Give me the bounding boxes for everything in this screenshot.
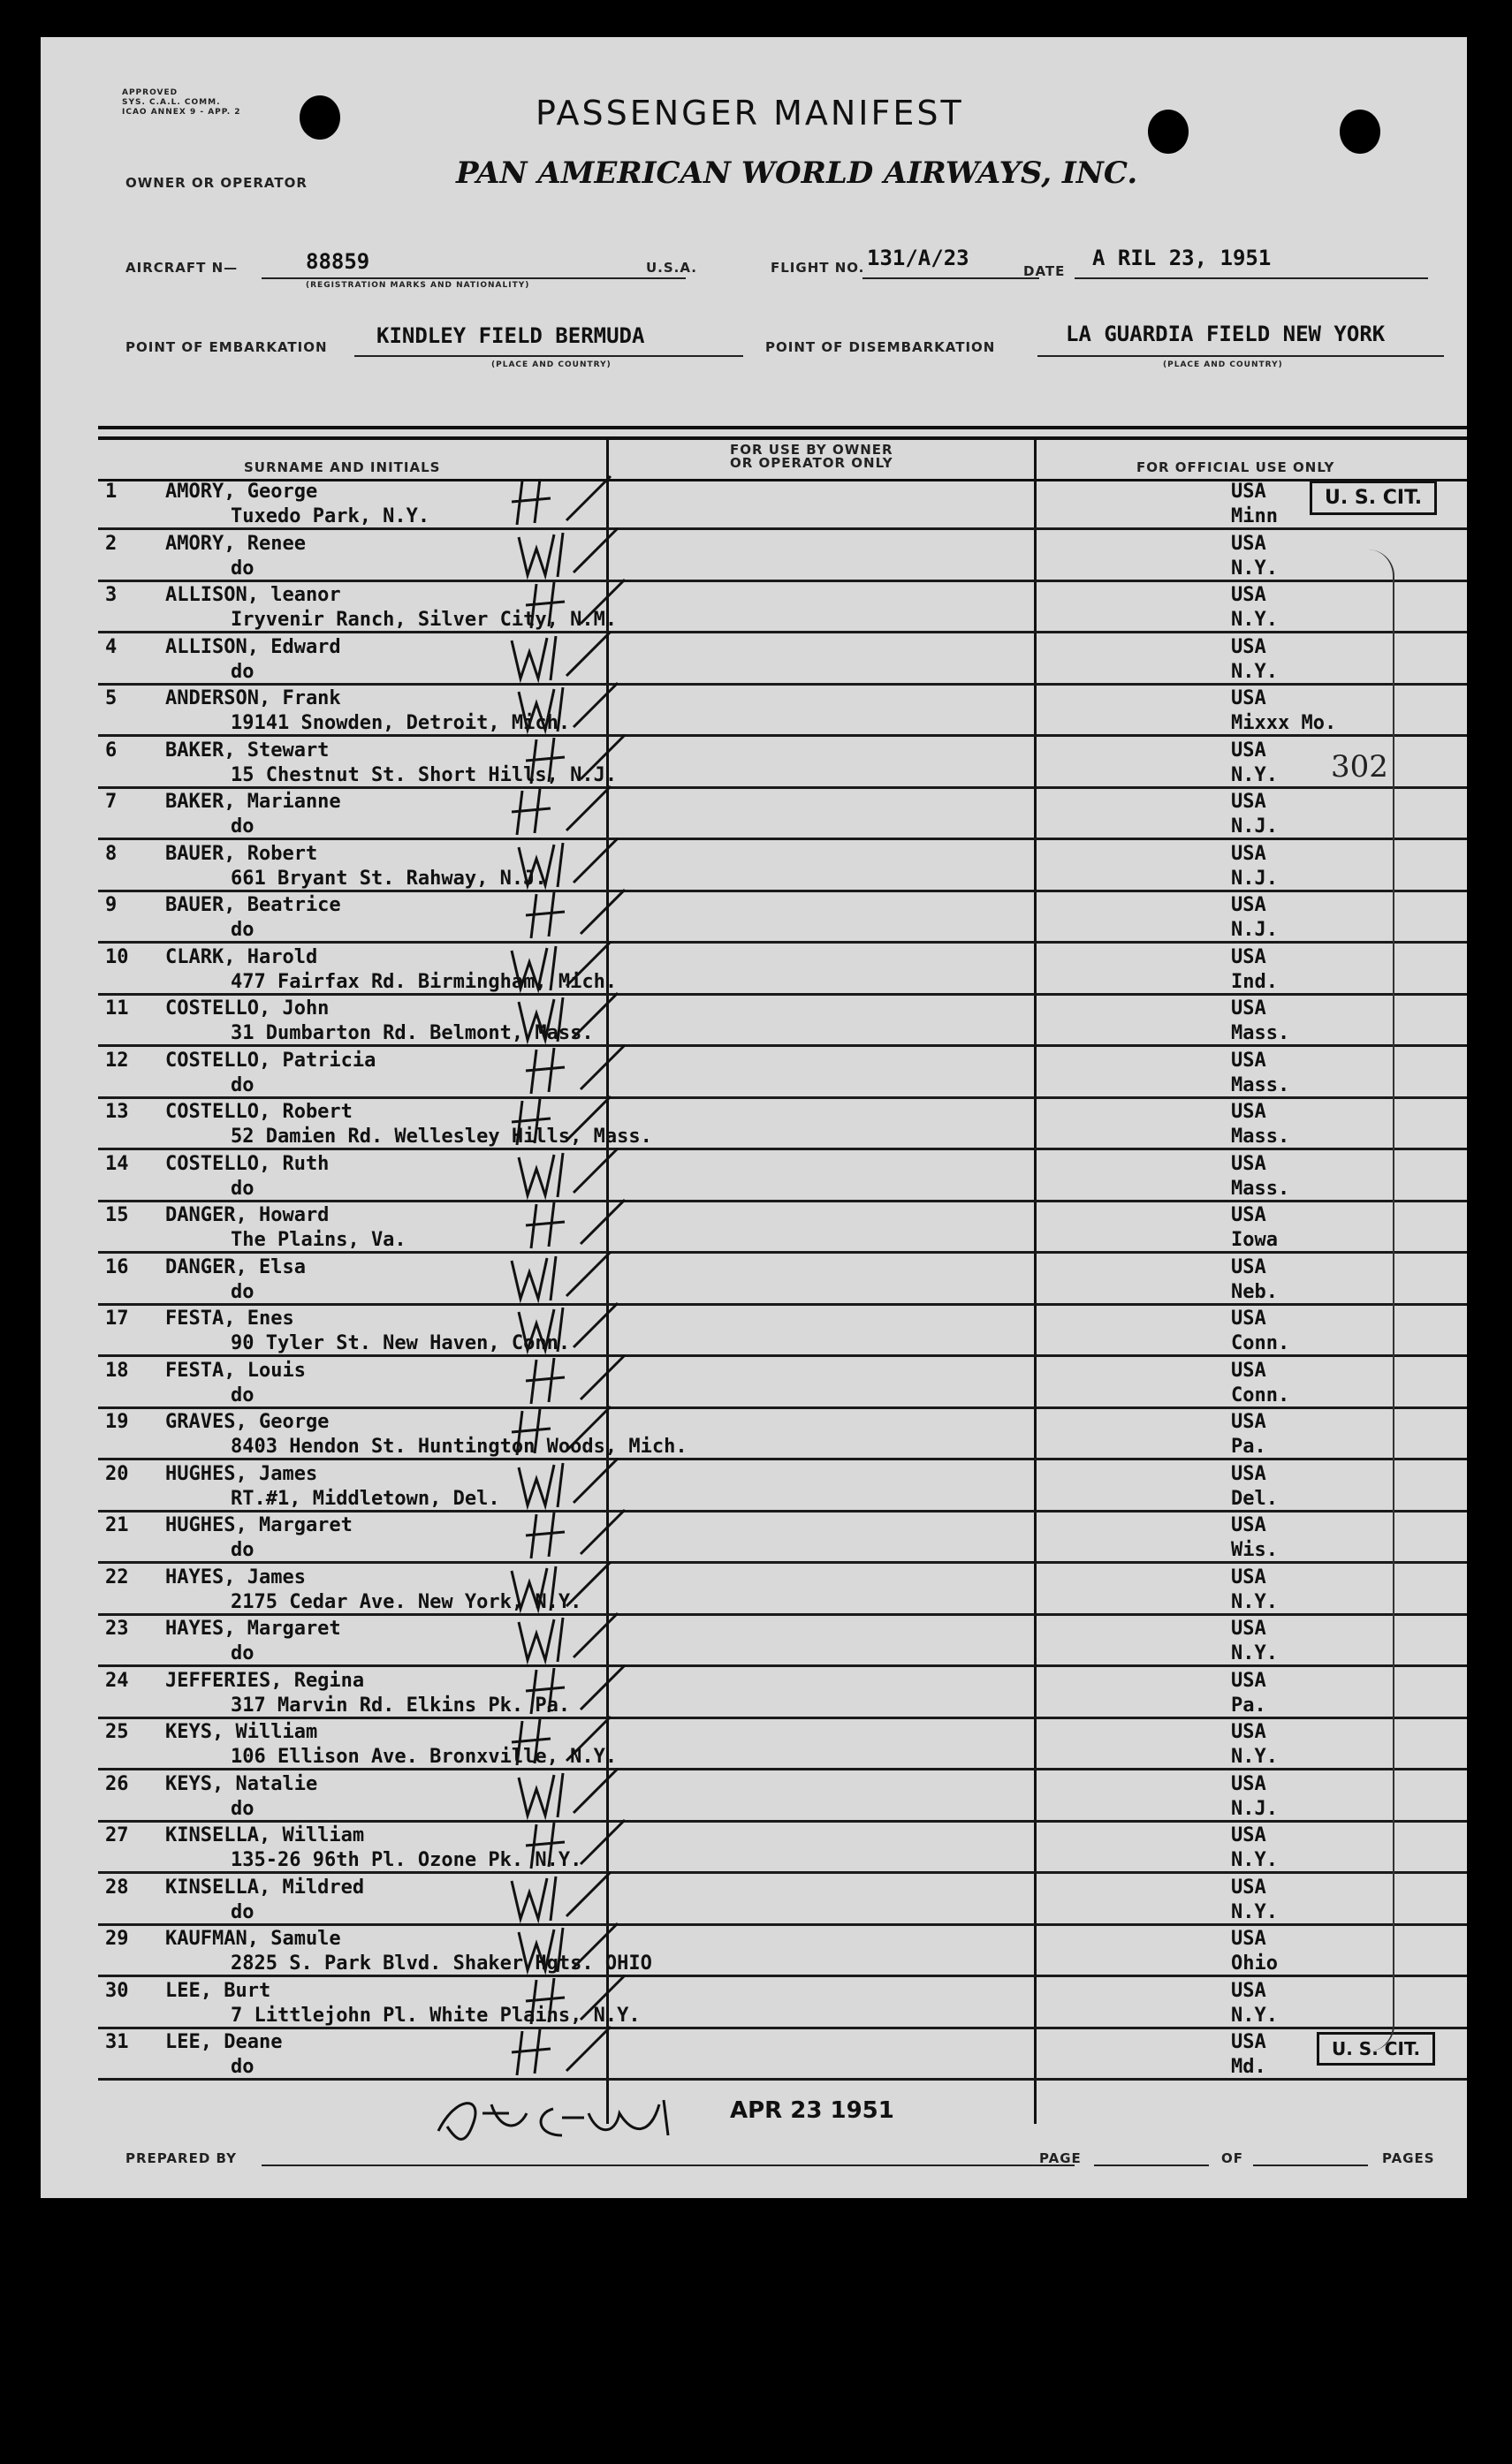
passenger-address: do xyxy=(231,1539,255,1561)
passenger-address: Tuxedo Park, N.Y. xyxy=(231,505,430,527)
row-number: 15 xyxy=(105,1204,129,1226)
bracket-mark xyxy=(1366,550,1394,2051)
residence-state: Mass. xyxy=(1231,1126,1290,1148)
passenger-name: KEYS, Natalie xyxy=(165,1772,318,1795)
signature xyxy=(429,2087,695,2149)
owner-label: OWNER OR OPERATOR xyxy=(125,175,308,191)
residence-state: N.J. xyxy=(1231,919,1278,941)
row-number: 4 xyxy=(105,635,118,658)
table-row xyxy=(98,1306,1467,1357)
passenger-address: 2175 Cedar Ave. New York, N.Y. xyxy=(231,1590,582,1613)
passenger-address: 106 Ellison Ave. Bronxville, N.Y. xyxy=(231,1746,618,1768)
row-number: 23 xyxy=(105,1618,129,1640)
row-number: 12 xyxy=(105,1049,129,1072)
row-number: 17 xyxy=(105,1308,129,1330)
citizenship: USA xyxy=(1231,1721,1266,1743)
table-row xyxy=(98,738,1467,789)
passenger-name: LEE, Burt xyxy=(165,1979,271,2002)
citizenship: USA xyxy=(1231,1101,1266,1123)
row-number: 31 xyxy=(105,2031,129,2053)
passenger-name: KINSELLA, William xyxy=(165,1824,365,1846)
passenger-address: do xyxy=(231,1073,255,1096)
table-row xyxy=(98,1151,1467,1202)
passenger-name: HAYES, James xyxy=(165,1566,306,1588)
passenger-name: ANDERSON, Frank xyxy=(165,687,341,709)
passenger-address: do xyxy=(231,815,255,838)
residence-state: N.J. xyxy=(1231,815,1278,838)
table-row xyxy=(98,686,1467,737)
passenger-address: do xyxy=(231,2056,255,2078)
citizenship: USA xyxy=(1231,532,1266,555)
row-number: 3 xyxy=(105,584,118,606)
aircraft-label: AIRCRAFT N— xyxy=(125,260,239,276)
passenger-name: BAUER, Beatrice xyxy=(165,894,341,916)
passenger-name: AMORY, Renee xyxy=(165,532,306,555)
table-row xyxy=(98,1461,1467,1513)
row-number: 25 xyxy=(105,1721,129,1743)
citizenship: USA xyxy=(1231,1514,1266,1536)
row-number: 18 xyxy=(105,1359,129,1382)
disembarkation-label: POINT OF DISEMBARKATION xyxy=(765,339,996,355)
date-value: A RIL 23, 1951 xyxy=(1092,246,1272,270)
col-owner-use: FOR USE BY OWNER OR OPERATOR ONLY xyxy=(730,442,893,471)
citizenship: USA xyxy=(1231,1462,1266,1485)
residence-state: N.J. xyxy=(1231,1797,1278,1820)
passenger-name: FESTA, Louis xyxy=(165,1359,306,1382)
table-row xyxy=(98,1719,1467,1770)
passenger-name: COSTELLO, John xyxy=(165,997,330,1020)
airline-name: PAN AMERICAN WORLD AIRWAYS, INC. xyxy=(456,155,1138,191)
row-number: 2 xyxy=(105,532,118,555)
residence-state: Mass. xyxy=(1231,1177,1290,1200)
row-number: 1 xyxy=(105,481,118,503)
table-row xyxy=(98,1823,1467,1874)
passenger-name: KEYS, William xyxy=(165,1721,318,1743)
passenger-address: 52 Damien Rd. Wellesley Hills, Mass. xyxy=(231,1126,652,1148)
passenger-name: HUGHES, James xyxy=(165,1462,318,1485)
row-number: 22 xyxy=(105,1566,129,1588)
row-number: 13 xyxy=(105,1101,129,1123)
punch-hole xyxy=(300,95,340,140)
passenger-address: The Plains, Va. xyxy=(231,1229,406,1251)
citizenship: USA xyxy=(1231,1824,1266,1846)
table-row xyxy=(98,1771,1467,1823)
citizenship: USA xyxy=(1231,687,1266,709)
passenger-name: DANGER, Elsa xyxy=(165,1255,306,1278)
residence-state: N.Y. xyxy=(1231,1900,1278,1923)
row-number: 27 xyxy=(105,1824,129,1846)
row-number: 30 xyxy=(105,1979,129,2002)
passenger-address: do xyxy=(231,660,255,683)
passenger-name: ALLISON, Edward xyxy=(165,635,341,658)
citizenship: USA xyxy=(1231,1928,1266,1950)
passenger-name: ALLISON, leanor xyxy=(165,584,341,606)
embarkation-sublabel: (PLACE AND COUNTRY) xyxy=(491,360,612,369)
citizenship: USA xyxy=(1231,1876,1266,1899)
residence-state: N.Y. xyxy=(1231,1746,1278,1768)
passenger-address: 317 Marvin Rd. Elkins Pk. Pa. xyxy=(231,1694,571,1717)
citizenship: USA xyxy=(1231,1669,1266,1692)
citizenship: USA xyxy=(1231,1308,1266,1330)
citizenship: USA xyxy=(1231,2031,1266,2053)
passenger-name: KAUFMAN, Samule xyxy=(165,1928,341,1950)
citizenship: USA xyxy=(1231,1411,1266,1433)
table-row xyxy=(98,944,1467,996)
table-row xyxy=(98,1616,1467,1667)
passenger-address: do xyxy=(231,557,255,580)
residence-state: Pa. xyxy=(1231,1436,1266,1458)
citizenship-stamp-bottom: U. S. CIT. xyxy=(1317,2032,1435,2066)
table-row xyxy=(98,1875,1467,1926)
row-number: 29 xyxy=(105,1928,129,1950)
residence-state: Neb. xyxy=(1231,1280,1278,1303)
citizenship: USA xyxy=(1231,584,1266,606)
disembarkation-sublabel: (PLACE AND COUNTRY) xyxy=(1163,360,1283,369)
residence-state: N.J. xyxy=(1231,867,1278,890)
residence-state: Mixxx Mo. xyxy=(1231,712,1337,734)
citizenship: USA xyxy=(1231,1049,1266,1072)
residence-state: Conn. xyxy=(1231,1332,1290,1354)
prepared-by-label: PREPARED BY xyxy=(125,2150,237,2166)
passenger-name: COSTELLO, Patricia xyxy=(165,1049,376,1072)
residence-state: Ind. xyxy=(1231,970,1278,993)
flight-value: 131/A/23 xyxy=(867,246,969,270)
citizenship: USA xyxy=(1231,1979,1266,2002)
table-row xyxy=(98,789,1467,840)
citizenship: USA xyxy=(1231,842,1266,865)
residence-state: Iowa xyxy=(1231,1229,1278,1251)
passenger-name: AMORY, George xyxy=(165,481,318,503)
row-number: 11 xyxy=(105,997,129,1020)
passenger-address: do xyxy=(231,1177,255,1200)
citizenship: USA xyxy=(1231,1255,1266,1278)
passenger-address: 31 Dumbarton Rd. Belmont, Mass. xyxy=(231,1022,594,1044)
table-row xyxy=(98,996,1467,1047)
row-number: 20 xyxy=(105,1462,129,1485)
table-row xyxy=(98,634,1467,686)
embarkation-label: POINT OF EMBARKATION xyxy=(125,339,328,355)
row-number: 9 xyxy=(105,894,118,916)
embarkation-value: KINDLEY FIELD BERMUDA xyxy=(376,323,645,348)
citizenship: USA xyxy=(1231,1772,1266,1795)
passenger-address: do xyxy=(231,919,255,941)
row-number: 26 xyxy=(105,1772,129,1795)
residence-state: Pa. xyxy=(1231,1694,1266,1717)
aircraft-value: 88859 xyxy=(306,249,370,274)
residence-state: N.Y. xyxy=(1231,1642,1278,1664)
residence-state: N.Y. xyxy=(1231,557,1278,580)
passenger-name: LEE, Deane xyxy=(165,2031,283,2053)
citizenship: USA xyxy=(1231,1566,1266,1588)
nationality: U.S.A. xyxy=(646,260,697,276)
citizenship: USA xyxy=(1231,1618,1266,1640)
residence-state: Md. xyxy=(1231,2056,1266,2078)
passenger-address: do xyxy=(231,1642,255,1664)
table-row xyxy=(98,2029,1467,2081)
passenger-address: 90 Tyler St. New Haven, Conn. xyxy=(231,1332,571,1354)
citizenship: USA xyxy=(1231,997,1266,1020)
passenger-address: Iryvenir Ranch, Silver City, N.M. xyxy=(231,609,618,631)
passenger-name: HUGHES, Margaret xyxy=(165,1514,353,1536)
residence-state: Minn xyxy=(1231,505,1278,527)
row-number: 19 xyxy=(105,1411,129,1433)
passenger-address: 8403 Hendon St. Huntington Woods, Mich. xyxy=(231,1436,688,1458)
passenger-address: do xyxy=(231,1384,255,1406)
citizenship: USA xyxy=(1231,1359,1266,1382)
passenger-name: JEFFERIES, Regina xyxy=(165,1669,365,1692)
punch-hole xyxy=(1148,110,1189,154)
citizenship: USA xyxy=(1231,1152,1266,1175)
passenger-address: RT.#1, Middletown, Del. xyxy=(231,1487,500,1510)
row-number: 21 xyxy=(105,1514,129,1536)
table-row xyxy=(98,1048,1467,1099)
passenger-address: do xyxy=(231,1900,255,1923)
row-number: 28 xyxy=(105,1876,129,1899)
approval-line: SYS. C.A.L. COMM. xyxy=(122,98,221,107)
residence-state: Ohio xyxy=(1231,1952,1278,1975)
passenger-name: COSTELLO, Ruth xyxy=(165,1152,330,1175)
passenger-name: BAKER, Stewart xyxy=(165,739,330,762)
residence-state: Mass. xyxy=(1231,1022,1290,1044)
table-row xyxy=(98,1358,1467,1409)
col-surname: SURNAME AND INITIALS xyxy=(244,459,441,475)
manifest-sheet xyxy=(41,37,1467,2198)
residence-state: N.Y. xyxy=(1231,763,1278,786)
row-number: 6 xyxy=(105,739,118,762)
passenger-name: FESTA, Enes xyxy=(165,1308,294,1330)
pages-label: PAGES xyxy=(1382,2150,1435,2166)
citizenship: USA xyxy=(1231,1204,1266,1226)
table-row xyxy=(98,1926,1467,1977)
row-number: 24 xyxy=(105,1669,129,1692)
residence-state: N.Y. xyxy=(1231,1849,1278,1871)
passenger-name: BAKER, Marianne xyxy=(165,791,341,813)
punch-hole xyxy=(1340,110,1380,154)
table-row xyxy=(98,1255,1467,1306)
row-number: 10 xyxy=(105,945,129,968)
passenger-address: do xyxy=(231,1797,255,1820)
residence-state: Del. xyxy=(1231,1487,1278,1510)
page-title: PASSENGER MANIFEST xyxy=(536,94,964,133)
approval-line: APPROVED xyxy=(122,88,179,97)
residence-state: Conn. xyxy=(1231,1384,1290,1406)
residence-state: Mass. xyxy=(1231,1073,1290,1096)
aircraft-sublabel: (REGISTRATION MARKS AND NATIONALITY) xyxy=(306,281,530,290)
table-row xyxy=(98,1668,1467,1719)
citizenship: USA xyxy=(1231,945,1266,968)
table-row xyxy=(98,841,1467,892)
table-row xyxy=(98,1099,1467,1150)
passenger-name: HAYES, Margaret xyxy=(165,1618,341,1640)
residence-state: N.Y. xyxy=(1231,1590,1278,1613)
flight-label: FLIGHT NO. xyxy=(771,260,865,276)
passenger-address: 19141 Snowden, Detroit, Mich. xyxy=(231,712,571,734)
passenger-name: CLARK, Harold xyxy=(165,945,318,968)
passenger-address: 477 Fairfax Rd. Birmingham, Mich. xyxy=(231,970,618,993)
approval-line: ICAO ANNEX 9 - APP. 2 xyxy=(122,108,241,117)
page-label: PAGE xyxy=(1039,2150,1082,2166)
table-row xyxy=(98,892,1467,944)
table-row xyxy=(98,582,1467,633)
row-number: 7 xyxy=(105,791,118,813)
passenger-name: KINSELLA, Mildred xyxy=(165,1876,365,1899)
table-row xyxy=(98,1978,1467,2029)
of-label: OF xyxy=(1221,2150,1243,2166)
approval-block xyxy=(122,88,241,118)
citizenship: USA xyxy=(1231,635,1266,658)
row-number: 16 xyxy=(105,1255,129,1278)
row-number: 8 xyxy=(105,842,118,865)
table-row xyxy=(98,531,1467,582)
row-number: 5 xyxy=(105,687,118,709)
citizenship: USA xyxy=(1231,739,1266,762)
table-row xyxy=(98,1409,1467,1460)
citizenship: USA xyxy=(1231,791,1266,813)
residence-state: N.Y. xyxy=(1231,609,1278,631)
citizenship-stamp-top: U. S. CIT. xyxy=(1310,481,1437,515)
table-row xyxy=(98,1565,1467,1616)
date-stamp: APR 23 1951 xyxy=(730,2097,894,2124)
passenger-address: 2825 S. Park Blvd. Shaker Hgts. OHIO xyxy=(231,1952,652,1975)
row-divider xyxy=(98,2078,1467,2081)
passenger-name: BAUER, Robert xyxy=(165,842,318,865)
passenger-address: 15 Chestnut St. Short Hills, N.J. xyxy=(231,763,618,786)
citizenship: USA xyxy=(1231,481,1266,503)
table-row xyxy=(98,1202,1467,1254)
passenger-address: do xyxy=(231,1280,255,1303)
passenger-address: 135-26 96th Pl. Ozone Pk. N.Y. xyxy=(231,1849,582,1871)
table-row xyxy=(98,1513,1467,1564)
margin-number: 302 xyxy=(1331,749,1388,785)
date-label: DATE xyxy=(1023,263,1066,279)
check-mark xyxy=(505,2022,628,2084)
passenger-name: GRAVES, George xyxy=(165,1411,330,1433)
passenger-address: 7 Littlejohn Pl. White Plains, N.Y. xyxy=(231,2004,641,2027)
residence-state: N.Y. xyxy=(1231,660,1278,683)
passenger-name: COSTELLO, Robert xyxy=(165,1101,353,1123)
citizenship: USA xyxy=(1231,894,1266,916)
row-number: 14 xyxy=(105,1152,129,1175)
disembarkation-value: LA GUARDIA FIELD NEW YORK xyxy=(1066,322,1386,346)
table-row xyxy=(98,479,1467,530)
passenger-name: DANGER, Howard xyxy=(165,1204,330,1226)
residence-state: N.Y. xyxy=(1231,2004,1278,2027)
passenger-address: 661 Bryant St. Rahway, N.J. xyxy=(231,867,547,890)
col-official-use: FOR OFFICIAL USE ONLY xyxy=(1136,459,1335,475)
residence-state: Wis. xyxy=(1231,1539,1278,1561)
